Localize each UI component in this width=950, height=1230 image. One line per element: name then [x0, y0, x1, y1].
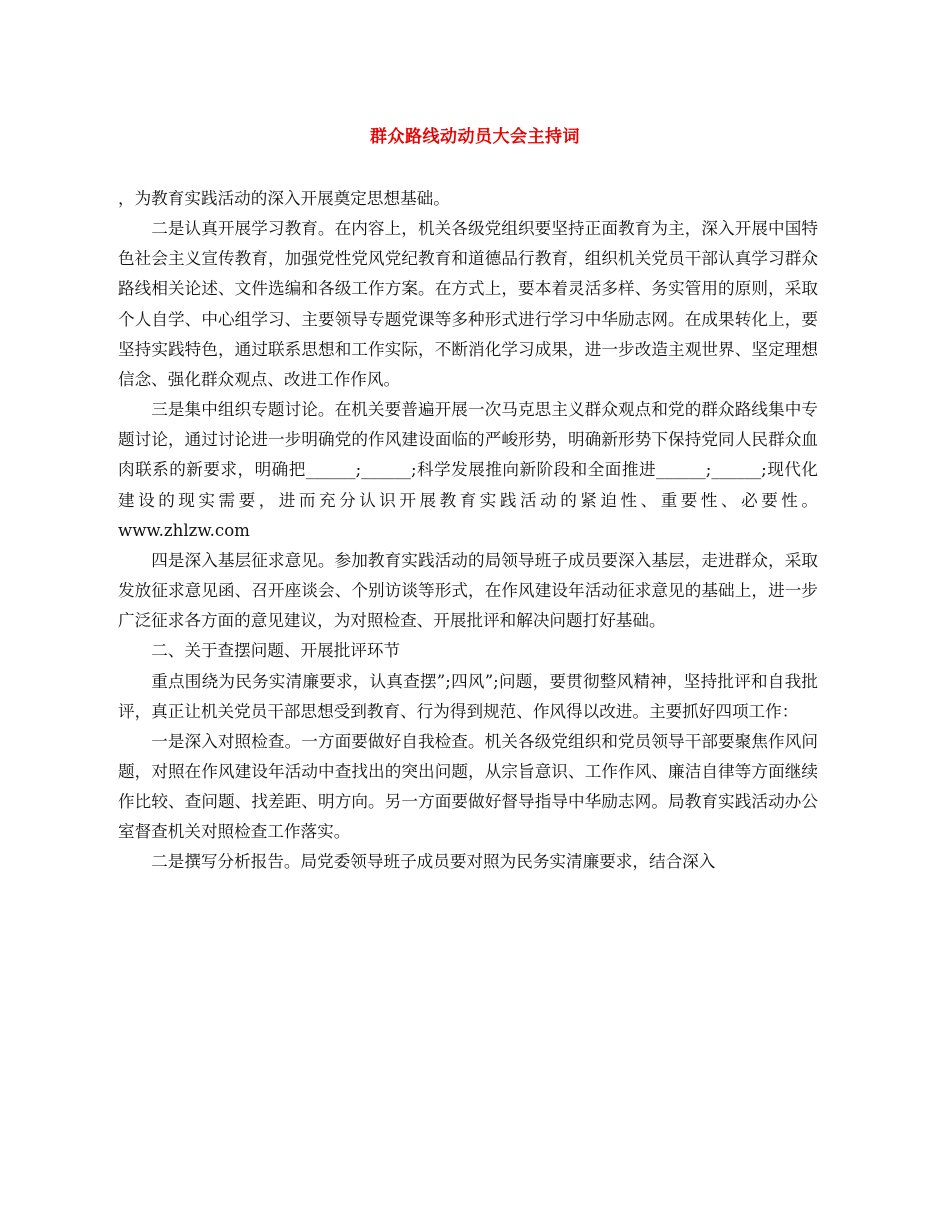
document-title: 群众路线动动员大会主持词 — [370, 127, 580, 147]
paragraph-analysis-report: 二是撰写分析报告。局党委领导班子成员要对照为民务实清廉要求，结合深入 — [151, 852, 716, 872]
paragraph-grassroots-opinions: 四是深入基层征求意见。参加教育实践活动的局领导班子成员要深入基层，走进群众，采取发放征求意见函、召开座谈会、个别访谈等形式，在作风建设年活动征求意见的基础上，进一步广泛征求各方面的意见建议，为对照检查、开展批评和解决问题打好基础。 — [118, 550, 818, 631]
paragraph-four-winds: 重点围绕为民务实清廉要求，认真查摆”;四风”;问题，要贯彻整风精神，坚持批评和自我批评，真正让机关党员干部思想受到教育、行为得到规范、作风得以改进。主要抓好四项工作： — [118, 671, 818, 721]
section-heading-criticism: 二、关于查摆问题、开展批评环节 — [151, 641, 401, 661]
paragraph-continuation: ，为教育实践活动的深入开展奠定思想基础。 — [118, 189, 450, 208]
paragraph-topic-discussion: 三是集中组织专题讨论。在机关要普遍开展一次马克思主义群众观点和党的群众路线集中专题讨论，通过讨论进一步明确党的作风建设面临的严峻形势，明确新形势下保持党同人民群众血肉联系的新要求，明确把______;______;科学发展推向新阶段和全面推进______;______;现代化建设的现实需要，进而充分认识开展教育实践活动的紧迫性、重要性、必要性。www.zhlzw.com — [118, 400, 818, 540]
paragraph-self-examination: 一是深入对照检查。一方面要做好自我检查。机关各级党组织和党员领导干部要聚焦作风问题，对照在作风建设年活动中查找出的突出问题，从宗旨意识、工作作风、廉洁自律等方面继续作比较、查问题、找差距、明方向。另一方面要做好督导指导中华励志网。局教育实践活动办公室督查机关对照检查工作落实。 — [118, 731, 818, 842]
document-body — [118, 184, 818, 878]
paragraph-learning-education: 二是认真开展学习教育。在内容上，机关各级党组织要坚持正面教育为主，深入开展中国特色社会主义宣传教育，加强党性党风党纪教育和道德品行教育，组织机关党员干部认真学习群众路线相关论述、文件选编和各级工作方案。在方式上，要本着灵活多样、务实管用的原则，采取个人自学、中心组学习、主要领导专题党课等多种形式进行学习中华励志网。在成果转化上，要坚持实践特色，通过联系思想和工作实际，不断消化学习成果，进一步改造主观世界、坚定理想信念、强化群众观点、改进工作作风。 — [118, 219, 818, 389]
